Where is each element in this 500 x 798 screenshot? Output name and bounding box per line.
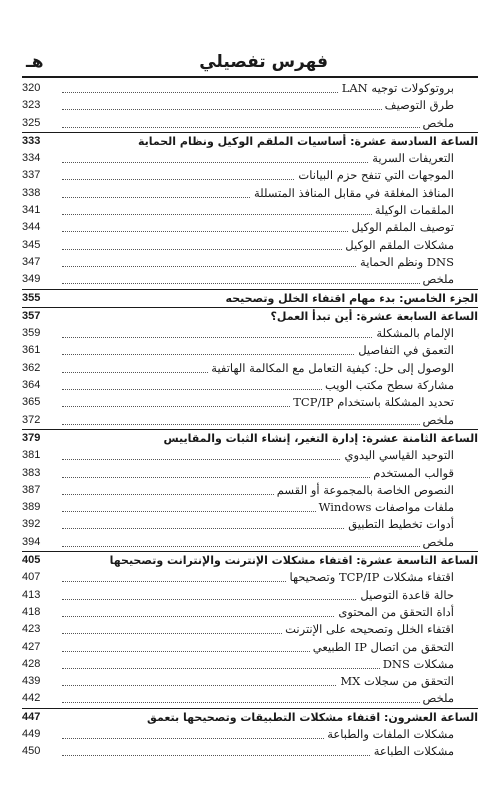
toc-entry-title: ملخص xyxy=(420,690,454,707)
toc-entry xyxy=(22,482,478,499)
toc-entry-title: ملخص xyxy=(420,115,454,132)
toc-entry-title: الملقمات الوكيلة xyxy=(372,202,454,219)
toc-hour-heading xyxy=(22,429,478,447)
toc-entry-page: 418 xyxy=(22,605,41,618)
toc-entry-title: مشاركة سطح مكتب الويب xyxy=(322,377,454,394)
toc-entry-page: 387 xyxy=(22,483,41,496)
toc-entry-page: 381 xyxy=(22,449,41,462)
toc-entry-title: اقتفاء الخلل وتصحيحه على الإنترنت xyxy=(282,621,454,638)
toc-entry xyxy=(22,394,478,411)
toc-entry-title: الجزء الخامس: بدء مهام اقتفاء الخلل وتصحيحه xyxy=(223,290,478,307)
toc-entry-page: 450 xyxy=(22,745,41,758)
toc-entry-page: 439 xyxy=(22,675,41,688)
toc-entry-page: 337 xyxy=(22,169,41,182)
toc-entry-title: التعريفات السرية xyxy=(369,150,454,167)
toc-entry-page: 320 xyxy=(22,82,41,94)
toc-entry xyxy=(22,219,478,236)
toc-entry xyxy=(22,115,478,132)
dot-leader xyxy=(62,115,454,128)
toc-entry-title: الساعة الثامنة عشرة: إدارة التغير، إنشاء الثبات والمقاييس xyxy=(160,430,478,447)
toc-entry-title: أداة التحقق من المحتوى xyxy=(335,604,454,621)
toc-entry-title: المنافذ المغلقة في مقابل المنافذ المتسللة xyxy=(251,185,454,202)
toc-entry-title: طرق التوصيف xyxy=(382,97,454,114)
toc-part-heading xyxy=(22,289,478,307)
toc-entry-title: الساعة التاسعة عشرة: اقتفاء مشكلات الإنترنت والإنترانت وتصحيحها xyxy=(107,552,478,569)
table-of-contents xyxy=(22,80,478,761)
page-header xyxy=(22,52,478,74)
toc-entry xyxy=(22,673,478,690)
toc-entry xyxy=(22,237,478,254)
toc-entry xyxy=(22,254,478,271)
toc-entry-title: الإلمام بالمشكلة xyxy=(373,325,454,342)
toc-entry-page: 383 xyxy=(22,466,41,479)
toc-entry-page: 449 xyxy=(22,727,41,740)
toc-entry xyxy=(22,743,478,760)
toc-entry xyxy=(22,185,478,202)
toc-entry xyxy=(22,150,478,167)
toc-entry xyxy=(22,604,478,621)
toc-entry xyxy=(22,726,478,743)
toc-entry-title: التعمق في التفاصيل xyxy=(355,342,454,359)
toc-entry-title: بروتوكولات توجيه LAN xyxy=(339,80,454,97)
toc-entry-page: 407 xyxy=(22,571,41,584)
toc-entry-title: اقتفاء مشكلات TCP/IP وتصحيحها xyxy=(286,569,454,586)
toc-entry-page: 361 xyxy=(22,344,41,357)
dot-leader xyxy=(62,271,454,284)
toc-entry-title: مشكلات الطباعة xyxy=(371,743,454,760)
toc-entry xyxy=(22,167,478,184)
toc-entry xyxy=(22,325,478,342)
toc-entry-title: ملخص xyxy=(420,271,454,288)
toc-entry-page: 334 xyxy=(22,152,41,165)
toc-entry-title: حالة قاعدة التوصيل xyxy=(357,587,454,604)
toc-entry-title: النصوص الخاصة بالمجموعة أو القسم xyxy=(274,482,454,499)
toc-entry-title: تحديد المشكلة باستخدام TCP/IP xyxy=(290,394,454,411)
dot-leader xyxy=(62,412,454,425)
toc-entry xyxy=(22,639,478,656)
toc-entry-title: التحقق من سجلات MX xyxy=(337,673,454,690)
toc-entry-title: ملخص xyxy=(420,534,454,551)
toc-hour-heading xyxy=(22,307,478,325)
toc-entry xyxy=(22,412,478,429)
toc-entry-page: 364 xyxy=(22,379,41,392)
toc-entry xyxy=(22,360,478,377)
toc-entry-page: 338 xyxy=(22,186,41,199)
toc-entry xyxy=(22,516,478,533)
toc-entry-page: 344 xyxy=(22,221,41,234)
toc-entry-title: قوالب المستخدم xyxy=(370,465,454,482)
toc-entry-page: 341 xyxy=(22,204,41,217)
toc-entry-title: التحقق من اتصال IP الطبيعي xyxy=(310,639,454,656)
toc-entry xyxy=(22,656,478,673)
header-rule xyxy=(22,76,478,78)
toc-entry-page: 323 xyxy=(22,99,41,112)
toc-entry xyxy=(22,202,478,219)
toc-entry-page: 392 xyxy=(22,518,41,531)
toc-hour-heading xyxy=(22,132,478,150)
toc-entry-page: 355 xyxy=(22,291,41,304)
toc-entry xyxy=(22,271,478,288)
toc-entry-page: 325 xyxy=(22,116,41,129)
toc-entry xyxy=(22,97,478,114)
toc-entry-title: مشكلات الملقم الوكيل xyxy=(342,237,454,254)
toc-entry xyxy=(22,621,478,638)
toc-entry-page: 447 xyxy=(22,710,41,723)
toc-entry-page: 394 xyxy=(22,535,41,548)
toc-entry-title: مشكلات الملفات والطباعة xyxy=(324,726,454,743)
toc-entry-page: 442 xyxy=(22,692,41,705)
toc-entry xyxy=(22,465,478,482)
toc-hour-heading xyxy=(22,551,478,569)
dot-leader xyxy=(62,534,454,547)
toc-entry-title: توصيف الملقم الوكيل xyxy=(348,219,454,236)
toc-entry-page: 413 xyxy=(22,588,41,601)
toc-entry-page: 372 xyxy=(22,413,41,426)
toc-entry-title: الساعة العشرون: اقتفاء مشكلات التطبيقات وتصحيحها بتعمق xyxy=(144,709,478,726)
toc-entry-title: الوصول إلى حل: كيفية التعامل مع المكالمة الهاتفية xyxy=(208,360,454,377)
toc-entry xyxy=(22,377,478,394)
toc-entry-page: 345 xyxy=(22,238,41,251)
page-title: فهرس تفصيلي xyxy=(199,52,328,72)
toc-entry-page: 357 xyxy=(22,309,41,322)
toc-entry-page: 379 xyxy=(22,431,41,444)
toc-entry-title: أدوات تخطيط التطبيق xyxy=(345,516,454,533)
toc-entry-page: 362 xyxy=(22,361,41,374)
toc-entry-title: الموجهات التي تنفح حزم البيانات xyxy=(295,167,454,184)
toc-entry xyxy=(22,447,478,464)
toc-entry-page: 405 xyxy=(22,554,41,567)
toc-entry xyxy=(22,80,478,97)
toc-entry-title: التوحيد القياسي اليدوي xyxy=(341,447,454,464)
toc-entry-title: DNS ونظم الحماية xyxy=(357,254,454,271)
toc-entry xyxy=(22,587,478,604)
toc-entry xyxy=(22,690,478,707)
toc-entry xyxy=(22,499,478,516)
toc-entry xyxy=(22,569,478,586)
toc-entry-title: ملفات مواصفات Windows xyxy=(316,499,454,516)
toc-entry-title: ملخص xyxy=(420,412,454,429)
toc-entry-page: 347 xyxy=(22,255,41,268)
dot-leader xyxy=(62,690,454,703)
toc-hour-heading xyxy=(22,708,478,726)
toc-entry-title: مشكلات DNS xyxy=(380,656,454,673)
toc-entry-page: 423 xyxy=(22,623,41,636)
toc-entry-page: 365 xyxy=(22,396,41,409)
toc-entry-page: 349 xyxy=(22,273,41,286)
toc-entry-page: 427 xyxy=(22,640,41,653)
toc-entry xyxy=(22,534,478,551)
toc-entry-title: الساعة السادسة عشرة: أساسيات الملقم الوكيل ونظام الحماية xyxy=(135,133,478,150)
toc-entry-page: 359 xyxy=(22,327,41,340)
page-mark: هـ xyxy=(26,52,44,72)
toc-entry-page: 333 xyxy=(22,134,41,147)
toc-entry xyxy=(22,342,478,359)
toc-entry-page: 389 xyxy=(22,501,41,514)
toc-entry-page: 428 xyxy=(22,657,41,670)
toc-entry-title: الساعة السابعة عشرة: أين تبدأ العمل؟ xyxy=(268,308,478,325)
